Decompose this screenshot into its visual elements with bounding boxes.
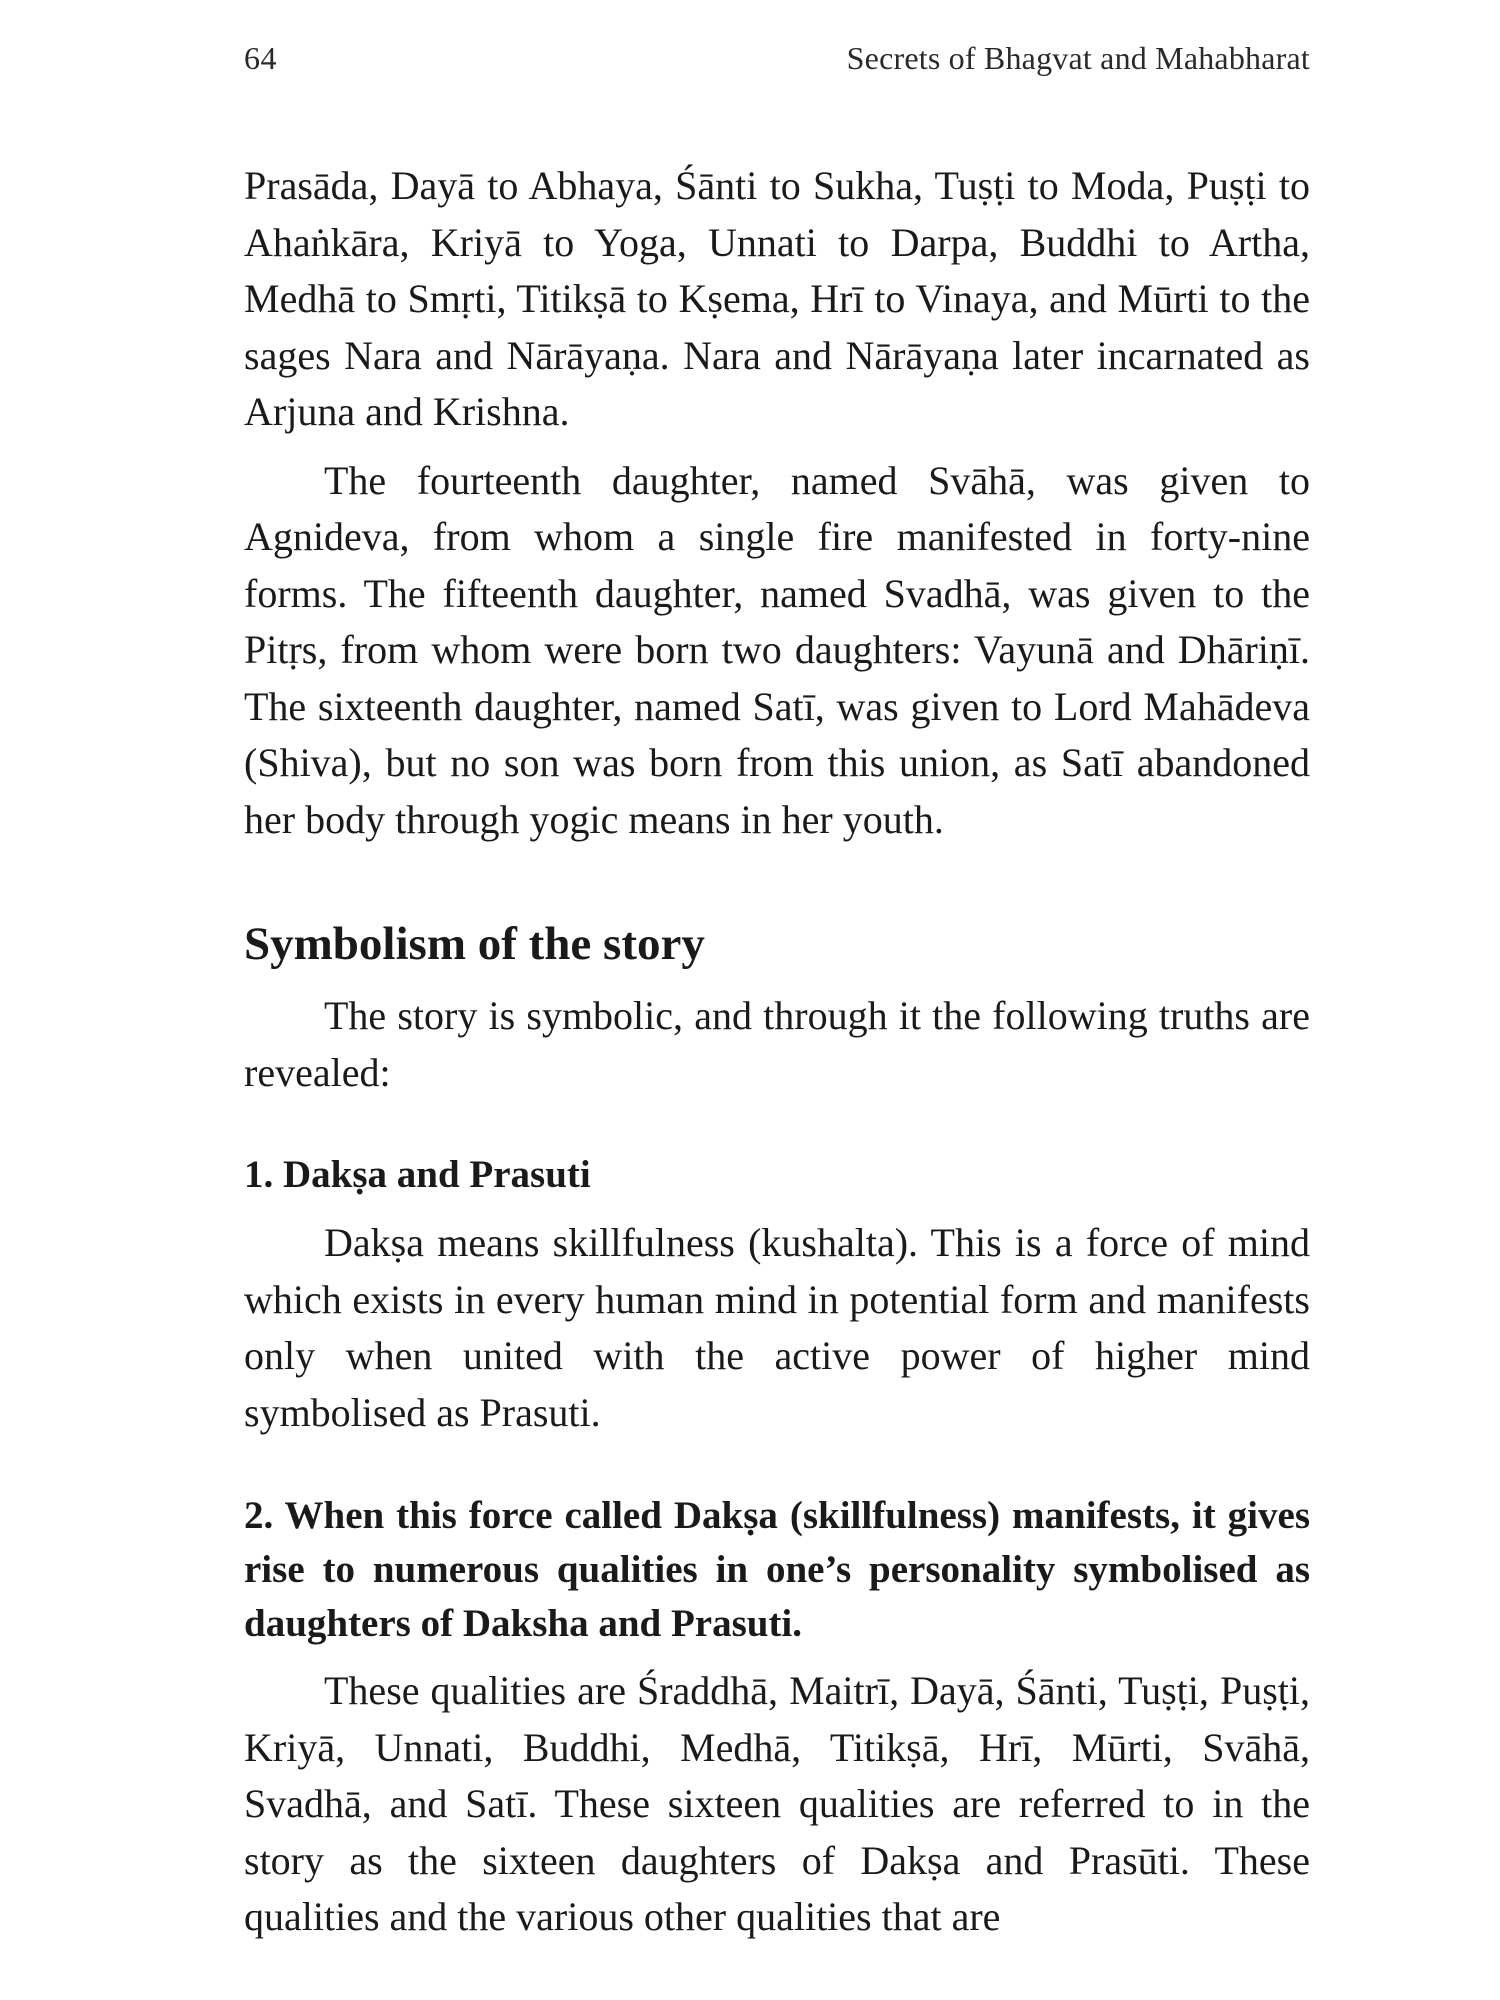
paragraph-fourteenth-daughter: The fourteenth daughter, named Svāhā, was given to Agnideva, from whom a single fire manifested in forty-nine forms. The fifteenth daughter, named Svadhā, was given to the Pitṛs, from whom were born two daughters: Vayunā and Dhāriṇī. The sixteenth daughter, named Satī, was given to Lord Mahādeva (Shiva), but no son was born from this union, as Satī abandoned her body through yogic means in her youth. — [244, 457, 1310, 842]
section-heading: Symbolism of the story — [244, 918, 705, 970]
running-head — [244, 40, 1310, 90]
paragraph-symbolic-intro: The story is symbolic, and through it the following truths are revealed: — [244, 993, 1310, 1095]
book-title: Secrets of Bhagvat and Mahabharat — [846, 40, 1310, 76]
page-number: 64 — [244, 40, 277, 76]
paragraph-qualities: These qualities are Śraddhā, Maitrī, Dayā, Śānti, Tuṣṭi, Puṣṭi, Kriyā, Unnati, Buddhi, Medhā, Titikṣā, Hrī, Mūrti, Svāhā, Svadhā, and Satī. These sixteen qualities are referred to in the story as the sixteen daughters of Dakṣa and Prasūti. These qualities and the various other qualities that are — [244, 1668, 1310, 1939]
paragraph-continued: Prasāda, Dayā to Abhaya, Śānti to Sukha, Tuṣṭi to Moda, Puṣṭi to Ahaṅkāra, Kriyā to Yoga, Unnati to Darpa, Buddhi to Artha, Medhā to Smṛti, Titikṣā to Kṣema, Hrī to Vinaya, and Mūrti to the sages Nara and Nārāyaṇa. Nara and Nārāyaṇa later incarnated as Arjuna and Krishna. — [244, 163, 1310, 434]
point-1-heading: 1. Dakṣa and Prasuti — [244, 1153, 591, 1196]
book-page — [244, 40, 1310, 1946]
paragraph-daksa-meaning: Dakṣa means skillfulness (kushalta). This is a force of mind which exists in every human mind in potential form and manifests only when united with the active power of higher mind symbolised as Prasuti. — [244, 1220, 1310, 1435]
point-2-heading: 2. When this force called Dakṣa (skillfulness) manifests, it gives rise to numerous qualities in one’s personality symbolised as daughters of Daksha and Prasuti. — [244, 1494, 1310, 1645]
